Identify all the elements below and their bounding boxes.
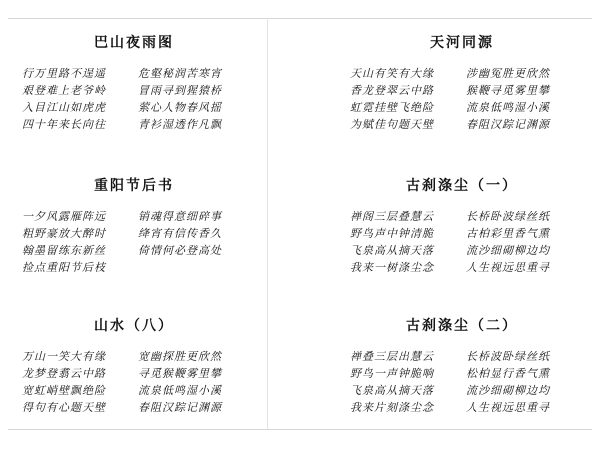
line-first-half: 入目江山如虎虎 [22, 100, 106, 114]
poem-lines [350, 64, 566, 132]
poem-line [350, 364, 566, 381]
poem-line [22, 115, 238, 132]
line-second-half: 寻觅猴鞭雾里攀 [138, 366, 222, 380]
poem-line [350, 347, 566, 364]
poem-title: 巴山夜雨图 [94, 35, 174, 51]
poem-lines [22, 64, 238, 132]
line-second-half: 春阻汉踪记渊源 [138, 400, 222, 414]
line-first-half: 四十年来长向往 [22, 117, 106, 131]
poem-line [22, 364, 238, 381]
line-second-half: 猴鞭寻觅雾里攀 [466, 83, 550, 97]
poem-line [350, 241, 566, 258]
poem-line [22, 381, 238, 398]
line-second-half: 危壑秘润苦寒宵 [138, 66, 222, 80]
poem-line [22, 81, 238, 98]
line-second-half: 人生视远思重寻 [466, 260, 550, 274]
line-first-half: 翰墨留练东新丝 [22, 243, 106, 257]
line-second-half: 松柏显行香气熏 [466, 366, 550, 380]
poem-title: 天河同源 [430, 35, 494, 51]
line-first-half: 万山一笑大有缘 [22, 349, 106, 363]
left-page [8, 22, 260, 426]
line-first-half: 香龙登翠云中路 [350, 83, 434, 97]
line-second-half: 流沙细砌柳边均 [466, 383, 550, 397]
poem-line [350, 207, 566, 224]
poem-lines [22, 207, 238, 275]
poem-title: 山水（八） [94, 318, 174, 334]
line-second-half: 长桥卧波绿丝纸 [466, 209, 550, 223]
line-second-half: 青衫湿透作凡飘 [138, 117, 222, 131]
line-second-half: 绛宵有信传香久 [138, 226, 222, 240]
poem-line [350, 258, 566, 275]
poem-lines [22, 347, 238, 415]
poem-line [22, 241, 238, 258]
line-first-half: 野鸟声中钟清脆 [350, 226, 434, 240]
poem-title: 古刹涤尘（一） [406, 178, 518, 194]
line-first-half: 野鸟一声钟脆响 [350, 366, 434, 380]
poem-line [350, 115, 566, 132]
line-first-half: 我来片刻涤尘念 [350, 400, 434, 414]
line-second-half: 冒雨寻到猩猿桥 [138, 83, 222, 97]
line-first-half: 粗野豪放大醉时 [22, 226, 106, 240]
poem-line [350, 64, 566, 81]
line-second-half: 长桥波卧绿丝纸 [466, 349, 550, 363]
top-divider [8, 18, 592, 19]
poem-line [22, 64, 238, 81]
line-first-half: 捡点重阳节后枝 [22, 260, 106, 274]
line-second-half: 春阻汉踪记渊源 [466, 117, 550, 131]
line-second-half: 流泉低鸣湿小溪 [466, 100, 550, 114]
line-first-half: 龙梦登翥云中路 [22, 366, 106, 380]
line-first-half: 禅叠三层出慧云 [350, 349, 434, 363]
line-second-half: 流泉低鸣湿小溪 [138, 383, 222, 397]
right-page [336, 22, 588, 426]
poem-line [22, 224, 238, 241]
poem-line [350, 98, 566, 115]
poem-title: 古刹涤尘（二） [406, 318, 518, 334]
line-second-half: 人生视远思重寻 [466, 400, 550, 414]
line-first-half: 得句有心题天壁 [22, 400, 106, 414]
page-gutter [267, 18, 268, 430]
line-second-half: 流沙细砌柳边均 [466, 243, 550, 257]
poem-title: 重阳节后书 [94, 178, 174, 194]
poem-line [22, 398, 238, 415]
poem-lines [350, 207, 566, 275]
poem-line [350, 381, 566, 398]
line-second-half: 萦心人物春风摇 [138, 100, 222, 114]
poem-line [22, 258, 238, 275]
line-first-half: 飞泉高从摘天落 [350, 383, 434, 397]
poem-line [350, 224, 566, 241]
poem-lines [350, 347, 566, 415]
line-second-half: 倚情何必登高处 [138, 243, 222, 257]
line-first-half: 为赋佳句题天壁 [350, 117, 434, 131]
line-second-half: 宽幽探胜更欣然 [138, 349, 222, 363]
bottom-divider [8, 429, 592, 430]
line-first-half: 一夕风露雁阵远 [22, 209, 106, 223]
poem-line [350, 398, 566, 415]
line-first-half: 艰登难上老爷岭 [22, 83, 106, 97]
poem-line [22, 207, 238, 224]
line-second-half: 涉幽冤胜更欣然 [466, 66, 550, 80]
line-first-half: 行万里路不逞遥 [22, 66, 106, 80]
line-first-half: 宽虹峭壁飘绝险 [22, 383, 106, 397]
line-first-half: 禅阁三层叠慧云 [350, 209, 434, 223]
line-first-half: 我来一树涤尘念 [350, 260, 434, 274]
line-first-half: 天山有笑有大缘 [350, 66, 434, 80]
line-second-half: 销魂得意细碎事 [138, 209, 222, 223]
poem-line [22, 98, 238, 115]
poem-line [350, 81, 566, 98]
line-second-half: 古柏彩里香气熏 [466, 226, 550, 240]
line-first-half: 飞泉高从摘天落 [350, 243, 434, 257]
line-first-half: 虹霓挂壁飞绝险 [350, 100, 434, 114]
poem-line [22, 347, 238, 364]
